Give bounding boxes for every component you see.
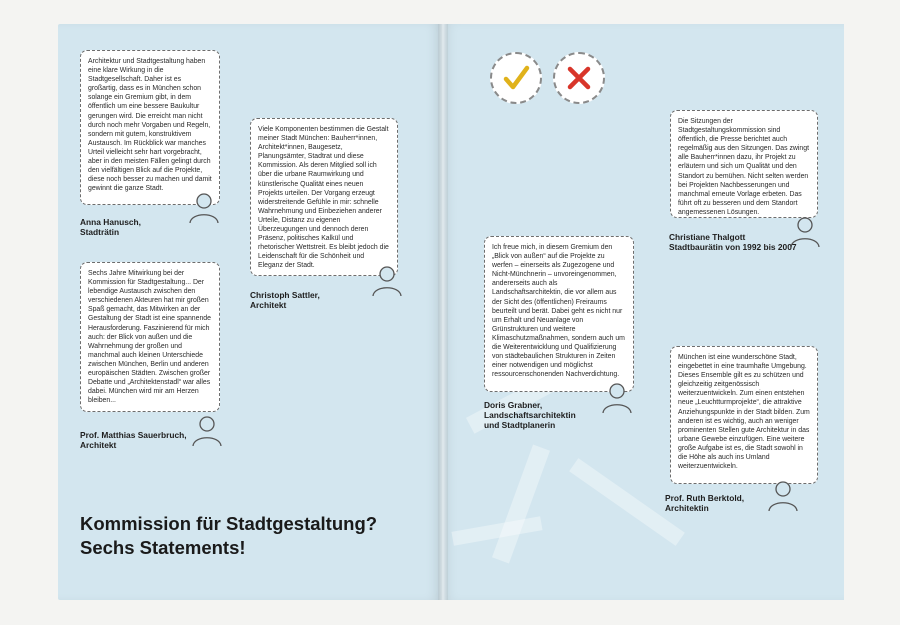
statement-bubble [250,118,398,276]
check-badge [490,52,542,104]
statement-text: Architektur und Stadtgestaltung haben eine klare Wirkung in die Stadtgesellschaft. Daher ist es großartig, dass es in München schon solange ein Gremium gibt, in dem öffentlich um eine bessere Baukultur gerungen wird. Die erreicht man nicht durch noch mehr Vorgaben und Regeln, sondern mit gutem, konstruktivem Austausch. Im Rückblick war manches Urteil vielleicht sehr hart vorgebracht, aber in den meisten Fällen gelingt durch den vielfältigen Blick auf die Projekte, diese noch besser zu machen und damit gewinnt die ganze Stadt. [88,58,212,193]
statement-text: München ist eine wunderschöne Stadt, eingebettet in eine traumhafte Umgebung. Dieses Ensemble gilt es zu schützen und gleichzeitig zeitgenössisch weiterzuentwickeln. Zum einen entstehen neue „Leuchtturmprojekte“, die attraktive Anziehungspunkte in der Stadt bilden. Zum anderen ist es wichtig, auch an weniger prominenten Stellen gute Architektur in das urbane Gewebe einzufügen. Eine weitere große Aufgabe ist es, die Stadt sowohl in die Höhe als auch ins Umland weiterzuentwickeln. [678,354,810,471]
author-name: Doris Grabner, Landschaftsarchitektin und Stadtplanerin [484,400,576,430]
statement-bubble [80,50,220,205]
cross-badge [553,52,605,104]
statement-bubble [484,236,634,392]
statement-bubble [80,262,220,412]
author-name: Christiane Thalgott Stadtbaurätin von 1992 bis 2007 [669,232,797,252]
person-icon [187,190,221,224]
cross-icon [564,63,594,93]
page-gutter [438,24,448,600]
person-icon [600,380,634,414]
checkmark-icon [501,63,531,93]
headline-line-2: Sechs Statements! [80,537,246,558]
statement-text: Sechs Jahre Mitwirkung bei der Kommission für Stadtgestaltung... Der lebendige Austausch zwischen den verschiedenen Akteuren hat mir großen Spaß gemacht, das Mitwirken an der Gestaltung der Stadt ist eine spannende Herausforderung. Faszinierend für mich auch: der Blick von außen und die Wahrnehmung der großen und manchmal auch kleinen Unterschiede zwischen München, Berlin und anderen europäischen Städten. Zwischen großer Debatte und „Architektenstadl“ war alles dabei. München wird mir am Herzen bleiben... [88,270,211,405]
person-icon [766,478,800,512]
statement-text: Viele Komponenten bestimmen die Gestalt meiner Stadt München: Bauherr*innen, Architekt*innen, Baugesetz, Planungsämter, Stadtrat und diese Kommission. Als deren Mitglied soll ich über die urbane Raumwirkung und künstlerische Qualität eines neuen Projekts urteilen. Der Vorgang erzeugt widerstreitende Gefühle in mir: schnelle Wahrnehmung und Einbeziehen anderer Urteile, Distanz zu eigenen Überzeugungen und dennoch deren Präsenz, politisches Kalkül und rhetorischer Wettstreit. Es bleibt jedoch die Leidenschaft für die Schönheit und Eleganz der Stadt. [258,126,389,270]
statement-bubble [670,110,818,218]
page-headline [80,512,400,560]
author-name: Anna Hanusch, Stadträtin [80,217,141,237]
headline-line-1: Kommission für Stadtgestaltung? [80,513,378,534]
statement-text: Die Sitzungen der Stadtgestaltungskommission sind öffentlich, die Presse berichtet auch regelmäßig aus den Sitzungen. Das zwingt alle Bauherr*innen dazu, ihr Projekt zu erläutern und sich um Qualität und den Standort zu bemühen. Nicht selten werden bei Projekten Nachbesserungen und manchmal erneute Vorlage erbeten. Das führt oft zu besseren und dem Standort angemessenen Lösungen. [678,118,809,216]
statement-bubble [670,346,818,484]
author-name: Prof. Matthias Sauerbruch, Architekt [80,430,187,450]
background-pattern [492,445,550,564]
author-name: Prof. Ruth Berktold, Architektin [665,493,745,513]
person-icon [370,263,404,297]
author-name: Christoph Sattler, Architekt [250,290,320,310]
person-icon [190,413,224,447]
statement-text: Ich freue mich, in diesem Gremium den „Blick von außen“ auf die Projekte zu werfen – einerseits als Zugezogene und Nicht-Münchnerin – unvoreingenommen, andererseits auch als Landschaftsarchitektin, die vor allem aus der Sicht des (öffentlichen) Freiraums beurteilt und berät. Dabei geht es nicht nur um Erhalt und Neuanlage von Grünstrukturen und weitere Klimaschutzmaßnahmen, sondern auch um die Weiterentwicklung und Qualifizierung von städtebaulichen Strukturen in Zeiten einer notwendigen und möglichst ressourcenschonenden Nachverdichtung. [492,244,625,379]
